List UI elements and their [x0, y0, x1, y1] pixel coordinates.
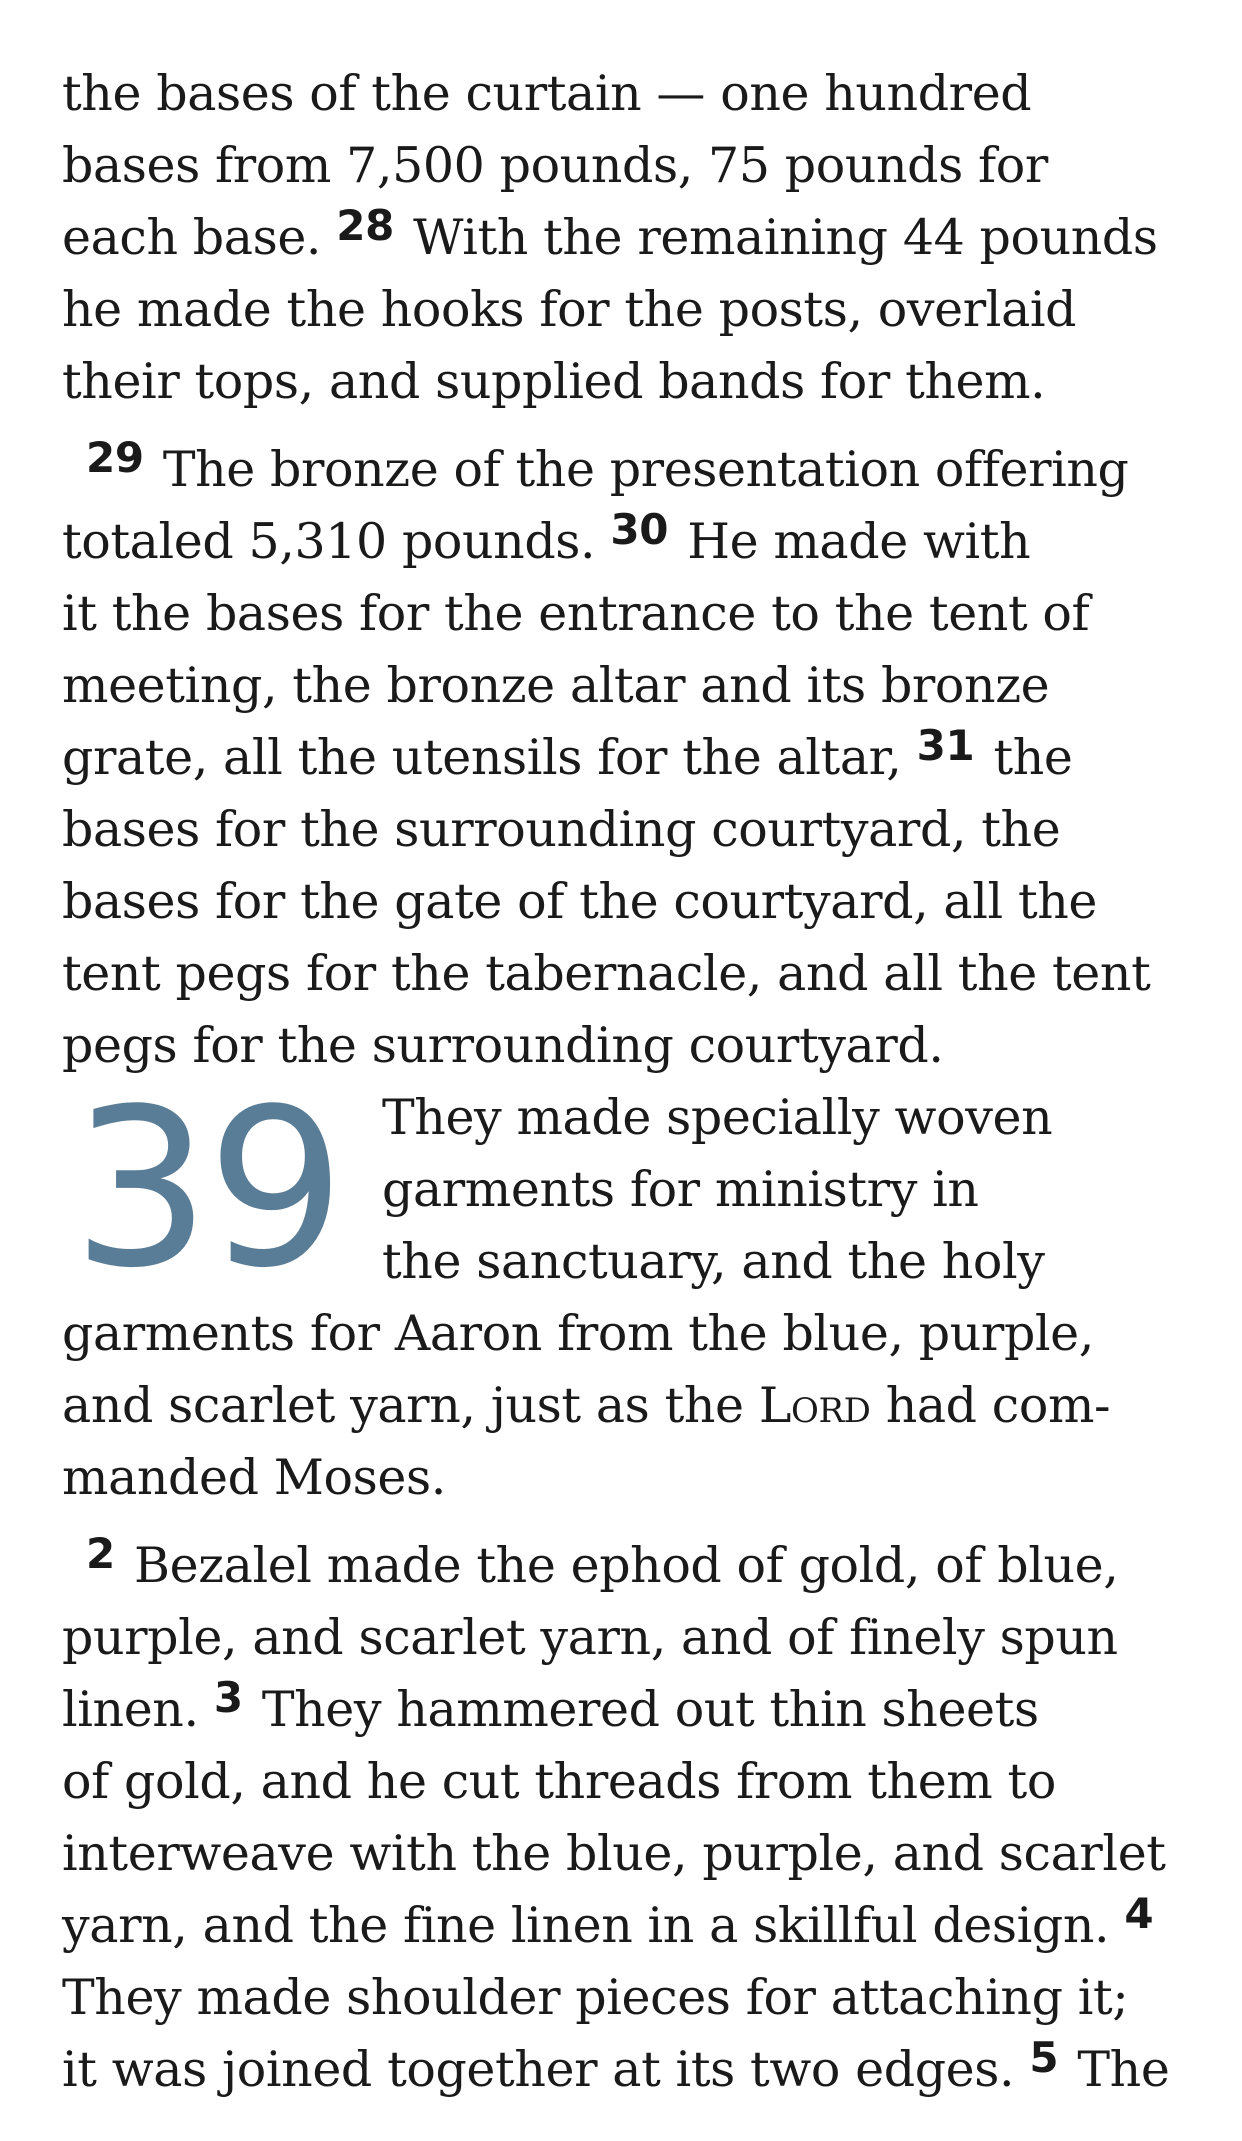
text-segment: yarn, and the fine linen in a skillful design. [62, 1897, 1125, 1954]
text-segment: linen. [62, 1681, 214, 1738]
text-line: meeting, the bronze altar and its bronze [62, 657, 1050, 714]
text-segment: With the remaining 44 pounds [397, 209, 1158, 266]
text-line: purple, and scarlet yarn, and of finely spun [62, 1609, 1118, 1666]
chapter-drop-lines [382, 1082, 1052, 1298]
chapter-number: 39 [72, 1063, 342, 1316]
text-line: tent pegs for the tabernacle, and all the tent [62, 945, 1151, 1002]
text-line [62, 506, 1202, 578]
text-segment: The [1062, 2041, 1170, 2098]
text-line: of gold, and he cut threads from them to [62, 1753, 1056, 1810]
text-line [62, 434, 1202, 506]
text-line: he made the hooks for the posts, overlaid [62, 281, 1077, 338]
text-line [62, 1530, 1202, 1602]
text-line: bases for the surrounding courtyard, the [62, 801, 1061, 858]
text-segment: the [978, 729, 1073, 786]
text-segment: it was joined together at its two edges. [62, 2041, 1030, 2098]
text-line: pegs for the surrounding courtyard. [62, 1017, 944, 1074]
verse-number[interactable]: 5 [1029, 2033, 1059, 2082]
text-segment: The bronze of the presentation offering [147, 441, 1129, 498]
text-segment: and scarlet yarn, just as the [62, 1377, 759, 1434]
text-line: bases from 7,500 pounds, 75 pounds for [62, 137, 1048, 194]
verse-number[interactable]: 2 [86, 1529, 115, 1578]
verse-number[interactable]: 30 [610, 505, 669, 554]
text-line: garments for Aaron from the blue, purple, [62, 1305, 1094, 1362]
text-line: bases for the gate of the courtyard, all the [62, 873, 1098, 930]
reading-page [62, 58, 1202, 2106]
text-segment: each base. [62, 209, 337, 266]
text-line: garments for ministry in [382, 1161, 979, 1218]
verse-number[interactable]: 29 [86, 433, 144, 482]
text-line [62, 202, 1202, 274]
text-segment: totaled 5,310 pounds. [62, 513, 611, 570]
divine-name: Lord [758, 1377, 871, 1434]
text-line [62, 1674, 1202, 1746]
verse-number[interactable]: 3 [213, 1673, 243, 1722]
verse-number[interactable]: 4 [1124, 1889, 1154, 1938]
text-line [62, 1370, 1202, 1442]
chapter-opening [62, 1063, 1202, 1316]
text-segment: Bezalel made the ephod of gold, of blue, [118, 1537, 1119, 1594]
text-line [62, 722, 1202, 794]
text-line: it the bases for the entrance to the tent of [62, 585, 1090, 642]
text-segment: He made with [672, 513, 1031, 570]
text-line [62, 1890, 1202, 1962]
text-line: They made specially woven [382, 1089, 1053, 1146]
text-line: They made shoulder pieces for attaching it; [62, 1969, 1129, 2026]
text-line: the bases of the curtain — one hundred [62, 65, 1032, 122]
text-line: the sanctuary, and the holy [382, 1233, 1045, 1290]
text-line: their tops, and supplied bands for them. [62, 353, 1046, 410]
text-line: interweave with the blue, purple, and scarlet [62, 1825, 1166, 1882]
text-segment: grate, all the utensils for the altar, [62, 729, 917, 786]
verse-number[interactable]: 28 [336, 201, 394, 250]
text-segment: They hammered out thin sheets [246, 1681, 1039, 1738]
text-line: manded Moses. [62, 1449, 446, 1506]
text-segment: had com- [870, 1377, 1111, 1434]
text-line [62, 2034, 1202, 2106]
verse-number[interactable]: 31 [916, 721, 975, 770]
